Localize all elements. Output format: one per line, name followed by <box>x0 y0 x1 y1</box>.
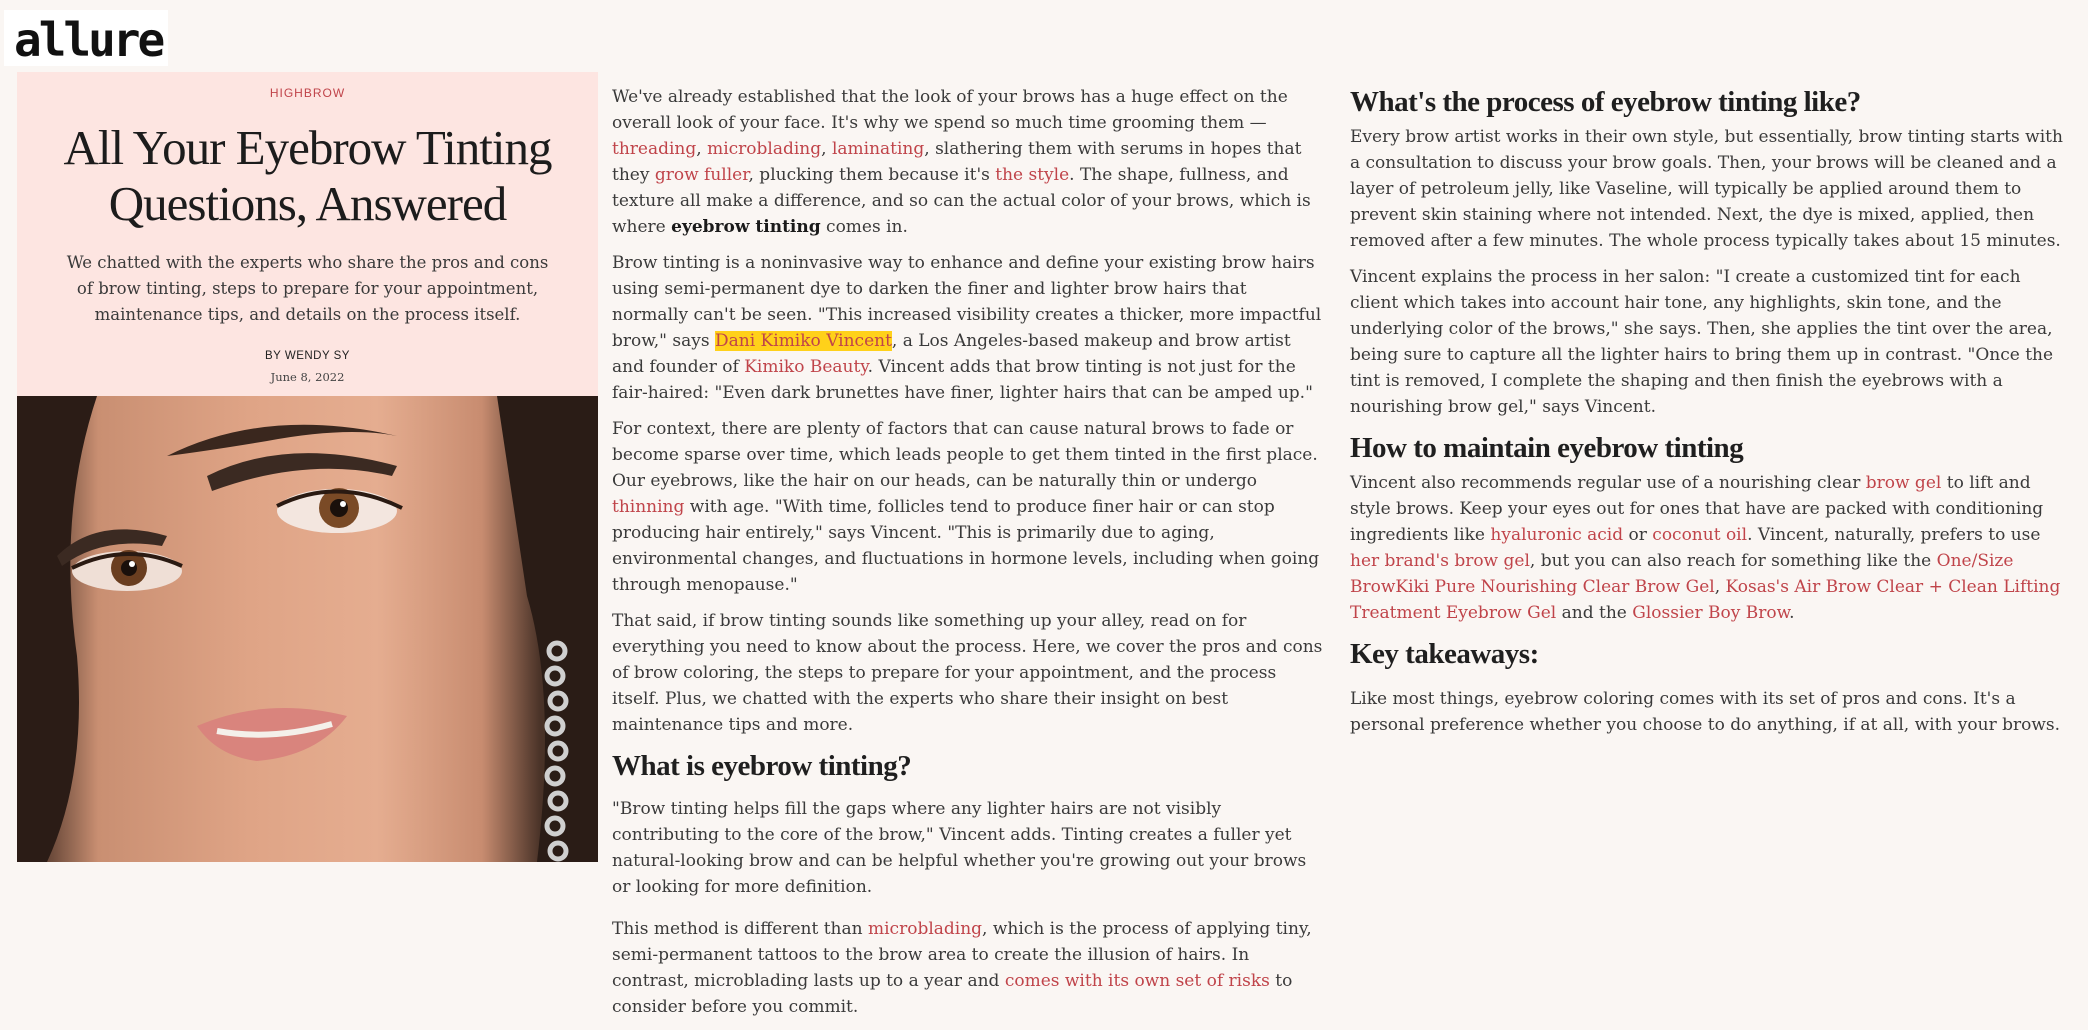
text: or <box>1623 525 1653 545</box>
section-heading: How to maintain eyebrow tinting <box>1350 432 1744 464</box>
paragraph: Every brow artist works in their own style, but essentially, brow tinting starts with a consultation to discuss your brow goals. Then, your brows will be cleaned and a layer of petroleum jelly, like Vaseline, will typically be applied around them to prevent skin staining where not intended. Next, the dye is mixed, applied, then removed after a few minutes. The whole process typically takes about 15 minutes. <box>1350 127 2063 251</box>
link-microblading[interactable]: microblading <box>707 139 822 159</box>
text: . Vincent, naturally, prefers to use <box>1747 525 2041 545</box>
link-risks[interactable]: comes with its own set of risks <box>1004 971 1270 991</box>
section-heading: What is eyebrow tinting? <box>612 750 912 782</box>
link-one-size-browkiki[interactable]: One/Size BrowKiki Pure Nourishing Clear Brow Gel <box>1350 551 2014 597</box>
text: and the <box>1556 603 1633 623</box>
byline[interactable]: BY WENDY SY <box>265 350 350 362</box>
link-brand-brow-gel[interactable]: her brand's brow gel <box>1350 551 1530 571</box>
text: to consider before you commit. <box>612 971 1293 1017</box>
bold-term: eyebrow tinting <box>671 217 821 237</box>
paragraph: Like most things, eyebrow coloring comes with its set of pros and cons. It's a personal preference whether you choose to do anything, if at all, with your brows. <box>1350 689 2061 735</box>
paragraph <box>612 250 1327 406</box>
article-title: All Your Eyebrow Tinting Questions, Answered <box>63 120 552 231</box>
text: to lift and style brows. Keep your eyes out for ones that have are packed with conditioning ingredients like <box>1350 473 2044 545</box>
text: , a Los Angeles-based makeup and brow artist and founder of <box>612 331 1291 377</box>
hero-image <box>17 396 598 862</box>
text: This method is different than <box>612 919 868 939</box>
paragraph <box>612 416 1327 598</box>
face-illustration <box>17 396 598 862</box>
link-kimiko-beauty[interactable]: Kimiko Beauty <box>744 357 868 377</box>
paragraph: "Brow tinting helps fill the gaps where any lighter hairs are not visibly contributing to the core of the brow," Vincent adds. Tinting creates a fuller yet natural-looking brow and can be helpful whether you're growing out your brows or looking for more definition. <box>612 799 1307 897</box>
text: , which is the process of applying tiny, semi-permanent tattoos to the brow area to create the illusion of hairs. In contrast, microblading lasts up to a year and <box>612 919 1312 991</box>
paragraph: Vincent explains the process in her salon: "I create a customized tint for each client which takes into account hair tone, any highlights, skin tone, and the underlying color of the brows," she says. Then, she applies the tint over the area, being sure to capture all the lighter hairs to bring them up in contrast. "Once the tint is removed, I complete the shaping and then finish the eyebrows with a nourishing brow gel," says Vincent. <box>1350 267 2054 417</box>
link-laminating[interactable]: laminating <box>831 139 925 159</box>
text: . The shape, fullness, and texture all make a difference, and so can the actual color of your brows, which is where <box>612 165 1311 237</box>
section-heading: What's the process of eyebrow tinting like? <box>1350 86 1861 118</box>
article-hero <box>17 72 598 396</box>
article-body-middle <box>612 84 1327 1030</box>
text: , but you can also reach for something like the <box>1529 551 1937 571</box>
paragraph <box>1350 470 2072 626</box>
paragraph: That said, if brow tinting sounds like something up your alley, read on for everything you need to know about the process. Here, we cover the pros and cons of brow coloring, the steps to prepare for your appointment, and the process itself. Plus, we chatted with the experts who share their insight on best maintenance tips and more. <box>612 611 1323 735</box>
paragraph <box>612 84 1327 240</box>
text: . Vincent adds that brow tinting is not just for the fair-haired: "Even dark brunettes have finer, lighter hairs that can be amped up." <box>612 357 1313 403</box>
text: . <box>1789 603 1795 623</box>
text: , <box>821 139 832 159</box>
link-coconut-oil[interactable]: coconut oil <box>1652 525 1748 545</box>
link-hyaluronic-acid[interactable]: hyaluronic acid <box>1490 525 1624 545</box>
text: Brow tinting is a noninvasive way to enhance and define your existing brow hairs using semi-permanent dye to darken the finer and lighter brow hairs that normally can't be seen. "This increased visibility creates a thicker, more impactful brow," says <box>612 253 1322 351</box>
text: , slathering them with serums in hopes that they <box>612 139 1302 185</box>
link-grow-fuller[interactable]: grow fuller <box>654 165 749 185</box>
text: , <box>1714 577 1726 597</box>
text: , plucking them because it's <box>748 165 996 185</box>
section-heading: Key takeaways: <box>1350 638 1539 670</box>
text: with age. "With time, follicles tend to produce finer hair or can stop producing hair entirely," says Vincent. "This is primarily due to aging, environmental changes, and fluctuations in hormone levels, including when going through menopause." <box>612 497 1320 595</box>
text: We've already established that the look of your brows has a huge effect on the overall look of your face. It's why we spend so much time grooming them — <box>612 87 1288 133</box>
article-dek: We chatted with the experts who share the pros and cons of brow tinting, steps to prepare for your appointment, maintenance tips, and details on the process itself. <box>66 253 549 324</box>
logo-container[interactable] <box>4 10 168 66</box>
rubric-link[interactable]: HIGHBROW <box>269 86 346 100</box>
text: comes in. <box>820 217 908 237</box>
link-brow-gel[interactable]: brow gel <box>1865 473 1942 493</box>
site-logo[interactable]: allure <box>14 13 163 67</box>
publish-date: June 8, 2022 <box>270 370 345 384</box>
link-thinning[interactable]: thinning <box>612 497 685 517</box>
paragraph <box>612 916 1327 1020</box>
link-glossier-boy-brow[interactable]: Glossier Boy Brow <box>1632 603 1790 623</box>
text: , <box>696 139 708 159</box>
link-dani-kimiko-vincent[interactable]: Dani Kimiko Vincent <box>715 331 892 351</box>
link-threading[interactable]: threading <box>612 139 697 159</box>
text: For context, there are plenty of factors that can cause natural brows to fade or become sparse over time, which leads people to get them tinted in the first place. Our eyebrows, like the hair on our heads, can be naturally thin or undergo <box>612 419 1318 491</box>
article-body-right <box>1350 84 2072 748</box>
link-kosas-air-brow[interactable]: Kosas's Air Brow Clear + Clean Lifting Treatment Eyebrow Gel <box>1350 577 2061 623</box>
link-microblading-2[interactable]: microblading <box>868 919 983 939</box>
text: Vincent also recommends regular use of a nourishing clear <box>1350 473 1866 493</box>
link-the-style[interactable]: the style <box>995 165 1070 185</box>
